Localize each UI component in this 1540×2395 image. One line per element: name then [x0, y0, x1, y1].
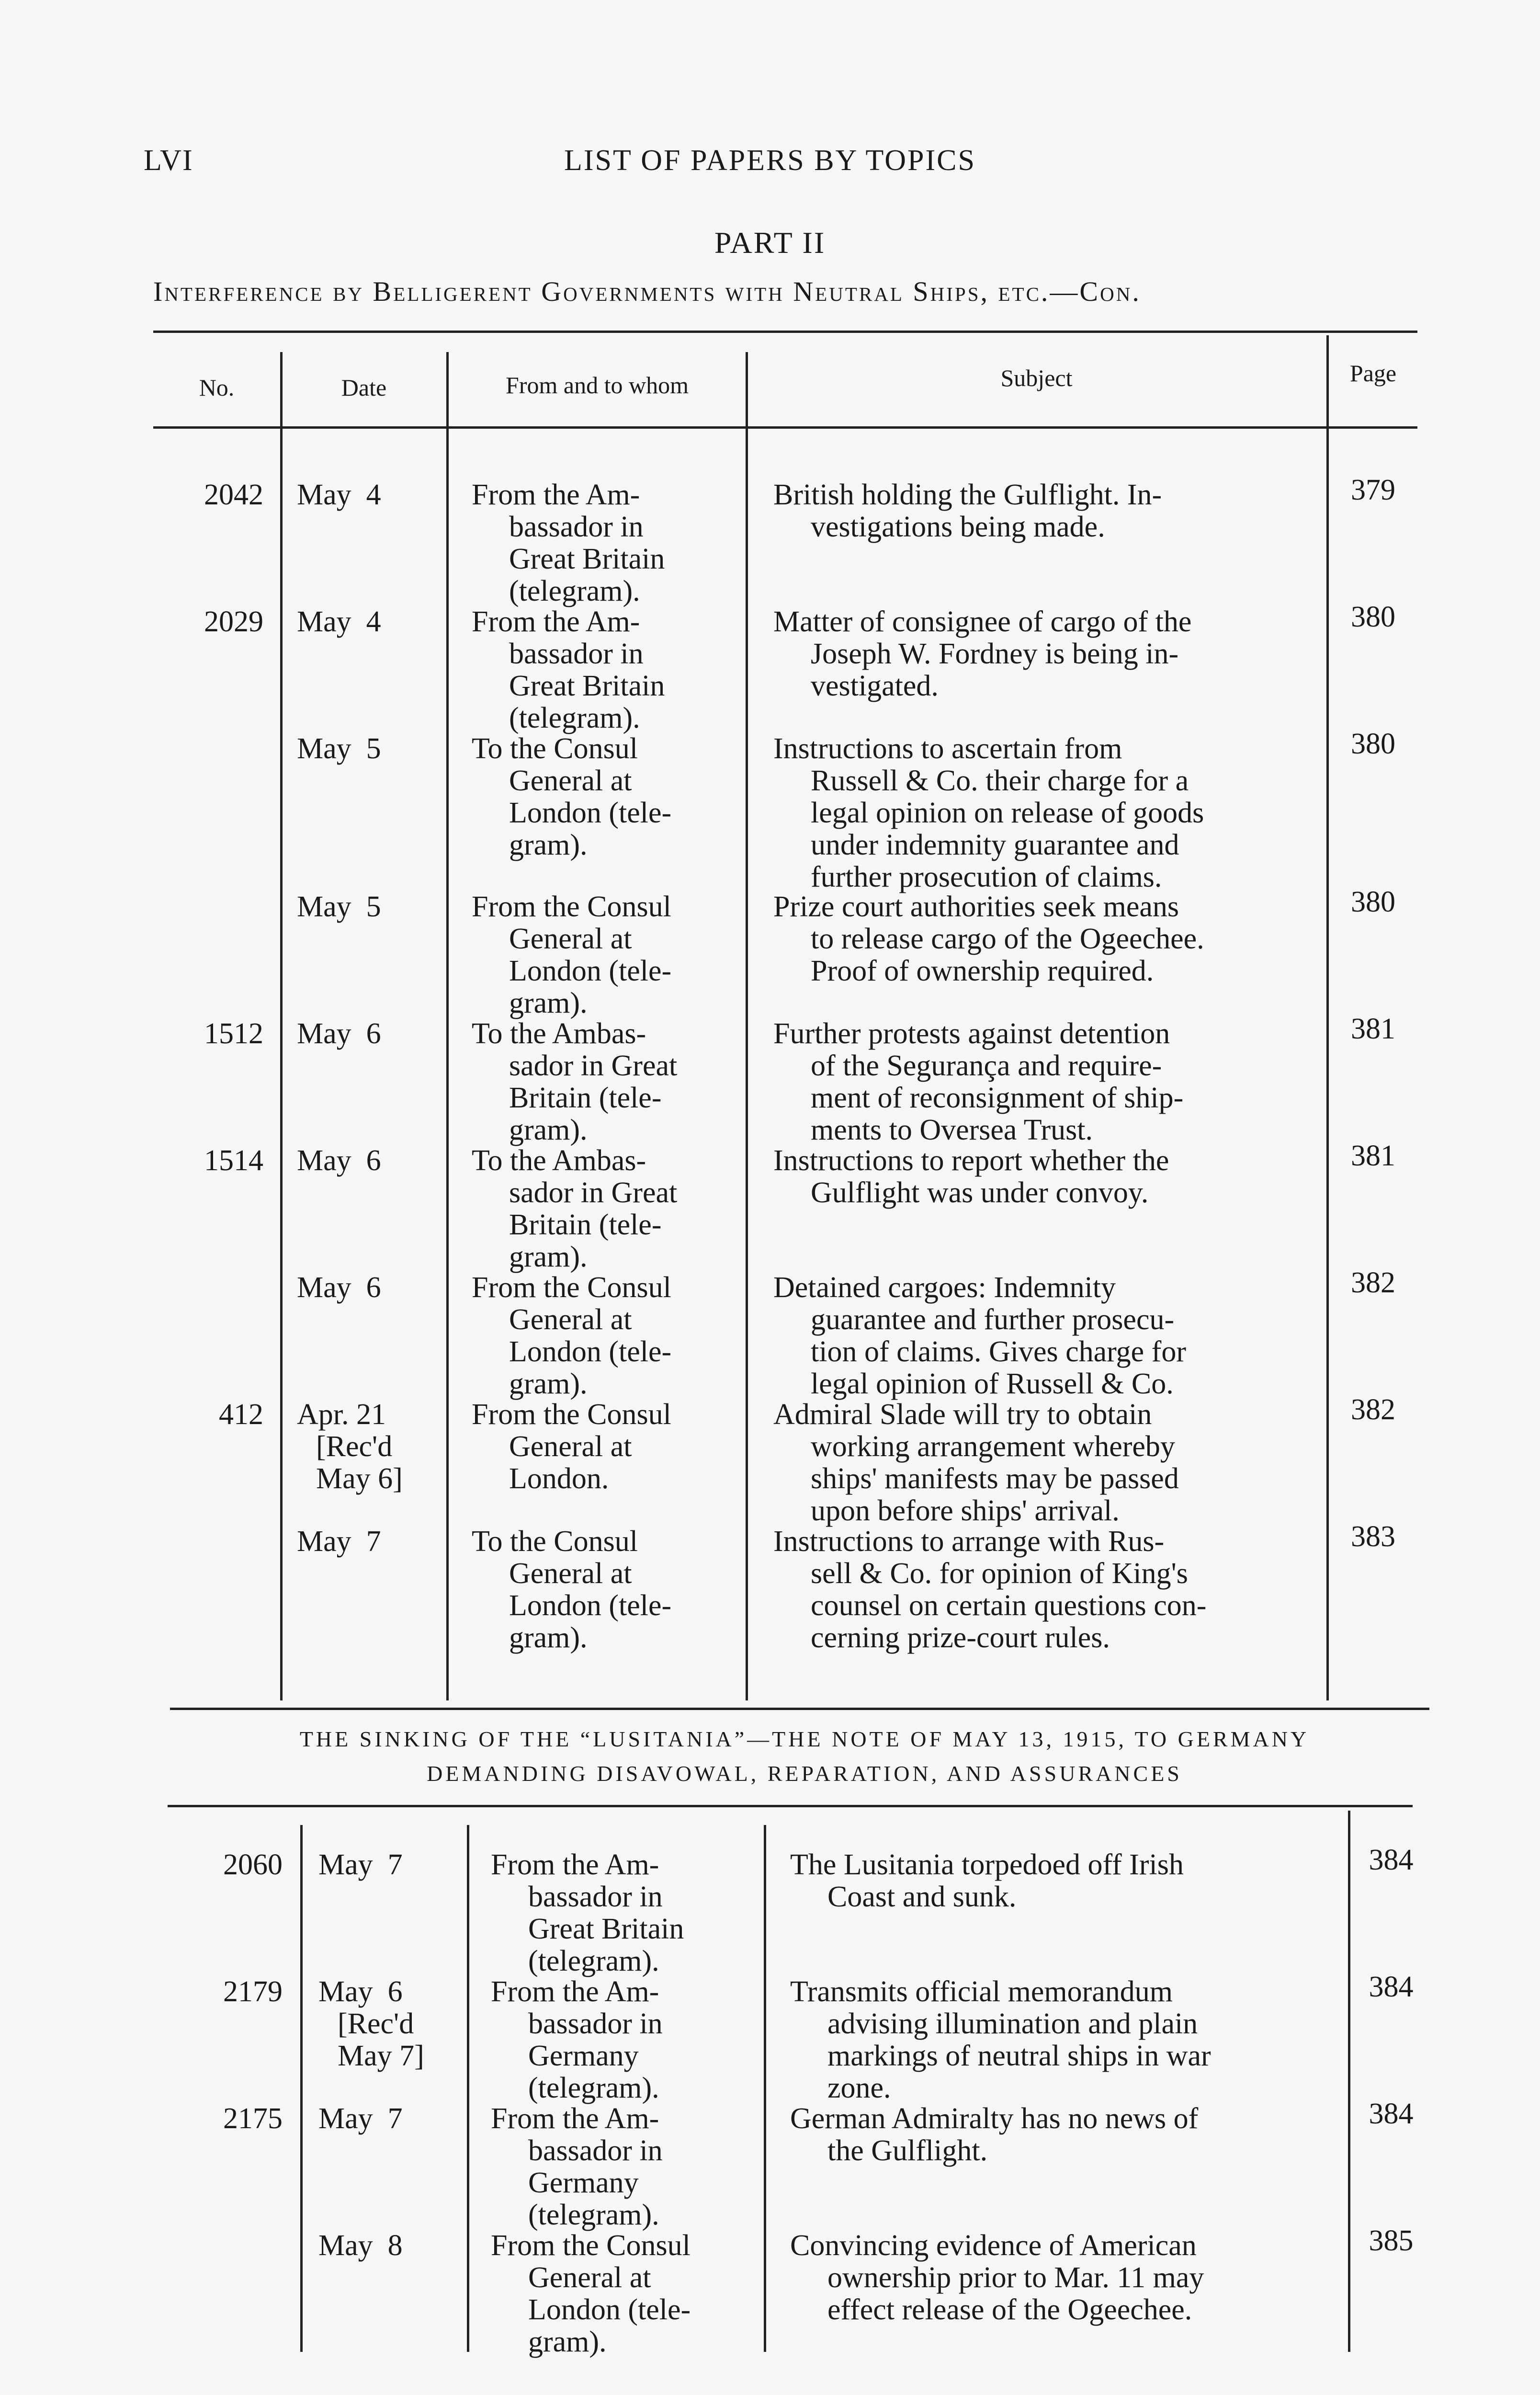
- row-page: 381: [1351, 1013, 1395, 1045]
- subject-line: Proof of ownership required.: [811, 955, 1154, 987]
- row-from-to: [491, 1849, 759, 1977]
- from-line: London (tele-: [509, 955, 672, 987]
- from-line: From the Am-: [472, 479, 640, 511]
- from-line: London.: [509, 1462, 609, 1495]
- column-header-no: No.: [199, 374, 235, 401]
- row-from-to: [472, 1018, 740, 1146]
- subject-line: Instructions to ascertain from: [773, 732, 1122, 765]
- subject-line: Transmits official memorandum: [790, 1975, 1173, 2008]
- row-subject: [773, 891, 1324, 987]
- from-line: gram).: [509, 829, 588, 861]
- row-number: 2060: [223, 1848, 283, 1881]
- row-number: 412: [219, 1398, 263, 1431]
- column-divider: [280, 352, 283, 1700]
- from-line: (telegram).: [528, 1945, 659, 1977]
- column-divider: [746, 352, 748, 1700]
- row-subject: [773, 733, 1324, 893]
- date-line: Apr. 21: [297, 1398, 386, 1431]
- row-from-to: [472, 733, 740, 861]
- date-line: May 8: [318, 2229, 403, 2262]
- row-from-to: [472, 1526, 740, 1654]
- date-line: May 5: [297, 890, 381, 923]
- row-page: 380: [1351, 886, 1395, 918]
- from-line: General at: [509, 1557, 632, 1590]
- section2-title: [163, 1722, 1446, 1791]
- subject-line: Russell & Co. their charge for a: [811, 764, 1189, 797]
- from-line: bassador in: [528, 2134, 663, 2167]
- subject-line: Prize court authorities seek means: [773, 890, 1179, 923]
- from-line: (telegram).: [509, 575, 640, 607]
- date-line: May 4: [297, 605, 381, 638]
- row-date: [318, 1976, 462, 2072]
- row-number: 1514: [204, 1144, 263, 1177]
- column-divider: [1348, 1811, 1350, 2352]
- from-line: gram).: [509, 1241, 588, 1273]
- subject-line: Convincing evidence of American: [790, 2229, 1197, 2262]
- row-date: [297, 1145, 441, 1177]
- subject-line: legal opinion on release of goods: [811, 797, 1204, 829]
- from-line: From the Consul: [491, 2229, 691, 2262]
- subject-line: working arrangement whereby: [811, 1430, 1175, 1463]
- date-line: May 4: [297, 479, 381, 511]
- subject-line: zone.: [827, 2072, 891, 2104]
- from-line: (telegram).: [528, 2199, 659, 2231]
- row-subject: [790, 1849, 1341, 1913]
- subject-line: ments to Oversea Trust.: [811, 1114, 1093, 1146]
- from-line: From the Consul: [472, 890, 671, 923]
- from-line: To the Consul: [472, 1525, 638, 1558]
- row-from-to: [472, 479, 740, 607]
- from-line: bassador in: [509, 638, 644, 670]
- from-line: From the Am-: [491, 1848, 659, 1881]
- from-line: London (tele-: [509, 1335, 672, 1368]
- from-line: bassador in: [528, 1881, 663, 1913]
- row-subject: [773, 606, 1324, 702]
- row-from-to: [472, 1145, 740, 1273]
- section-title: Interference by Belligerent Governments with Neutral Ships, etc.—Con.: [153, 276, 1141, 307]
- from-line: From the Consul: [472, 1271, 671, 1304]
- row-page: 382: [1351, 1393, 1395, 1426]
- subject-line: guarantee and further prosecu-: [811, 1303, 1175, 1336]
- row-page: 380: [1351, 601, 1395, 633]
- from-line: To the Ambas-: [472, 1144, 646, 1177]
- row-date: [297, 1018, 441, 1050]
- date-line: May 7: [318, 2102, 403, 2135]
- subject-line: sell & Co. for opinion of King's: [811, 1557, 1188, 1590]
- section2-top-rule: [168, 1805, 1413, 1807]
- row-from-to: [472, 606, 740, 734]
- subject-line: effect release of the Ogeechee.: [827, 2293, 1192, 2326]
- date-line: May 6: [318, 1975, 403, 2008]
- from-line: London (tele-: [509, 797, 672, 829]
- subject-line: Coast and sunk.: [827, 1881, 1017, 1913]
- subject-line: vestigated.: [811, 670, 939, 702]
- row-page: 384: [1369, 2098, 1414, 2130]
- from-line: bassador in: [509, 511, 644, 543]
- subject-line: legal opinion of Russell & Co.: [811, 1368, 1174, 1400]
- subject-line: under indemnity guarantee and: [811, 829, 1179, 861]
- from-line: Great Britain: [509, 670, 665, 702]
- from-line: Britain (tele-: [509, 1209, 662, 1241]
- row-date: [318, 1849, 462, 1881]
- column-divider: [446, 352, 449, 1700]
- table-bottom-rule: [170, 1708, 1429, 1710]
- from-line: gram).: [509, 987, 588, 1019]
- subject-line: cerning prize-court rules.: [811, 1621, 1110, 1654]
- column-divider: [467, 1825, 469, 2352]
- from-line: From the Am-: [472, 605, 640, 638]
- running-title: LIST OF PAPERS BY TOPICS: [564, 144, 976, 177]
- date-line: [Rec'd: [338, 2007, 414, 2040]
- page-number: LVI: [144, 144, 193, 177]
- row-from-to: [472, 1399, 740, 1495]
- from-line: (telegram).: [509, 702, 640, 734]
- date-line: May 6: [297, 1017, 381, 1050]
- table-top-rule: [153, 331, 1417, 333]
- subject-line: Instructions to arrange with Rus-: [773, 1525, 1165, 1558]
- subject-line: tion of claims. Gives charge for: [811, 1335, 1186, 1368]
- row-page: 385: [1369, 2224, 1414, 2257]
- row-subject: [773, 1018, 1324, 1146]
- from-line: From the Consul: [472, 1398, 671, 1431]
- row-date: [297, 479, 441, 511]
- subject-line: Detained cargoes: Indemnity: [773, 1271, 1116, 1304]
- from-line: General at: [528, 2261, 651, 2294]
- date-line: May 6: [297, 1144, 381, 1177]
- row-number: 1512: [204, 1017, 263, 1050]
- row-number: 2042: [204, 479, 263, 511]
- from-line: sador in Great: [509, 1049, 678, 1082]
- row-date: [297, 1272, 441, 1304]
- subject-line: Admiral Slade will try to obtain: [773, 1398, 1152, 1431]
- from-line: gram).: [509, 1114, 588, 1146]
- row-subject: [790, 2103, 1341, 2167]
- subject-line: The Lusitania torpedoed off Irish: [790, 1848, 1184, 1881]
- section2-title-line2: DEMANDING DISAVOWAL, REPARATION, AND ASSURANCES: [427, 1761, 1182, 1786]
- row-date: [297, 733, 441, 765]
- date-line: May 7: [318, 1848, 403, 1881]
- row-date: [297, 1399, 441, 1495]
- row-from-to: [491, 1976, 759, 2104]
- row-subject: [773, 1145, 1324, 1209]
- row-date: [297, 891, 441, 923]
- date-line: May 6: [297, 1271, 381, 1304]
- column-header-from: From and to whom: [506, 372, 689, 399]
- row-subject: [773, 1272, 1324, 1400]
- from-line: (telegram).: [528, 2072, 659, 2104]
- part-title: PART II: [714, 226, 826, 260]
- subject-line: to release cargo of the Ogeechee.: [811, 923, 1204, 955]
- row-subject: [773, 479, 1324, 543]
- row-date: [318, 2230, 462, 2262]
- from-line: Great Britain: [509, 543, 665, 575]
- subject-line: vestigations being made.: [811, 511, 1105, 543]
- from-line: Great Britain: [528, 1913, 684, 1945]
- section2-title-line1: THE SINKING OF THE “LUSITANIA”—THE NOTE OF MAY 13, 1915, TO GERMANY: [299, 1727, 1310, 1751]
- from-line: gram).: [509, 1621, 588, 1654]
- from-line: gram).: [528, 2326, 607, 2358]
- column-header-date: Date: [341, 374, 387, 401]
- from-line: Germany: [528, 2040, 639, 2072]
- row-page: 381: [1351, 1140, 1395, 1172]
- row-page: 383: [1351, 1520, 1395, 1553]
- subject-line: ment of reconsignment of ship-: [811, 1082, 1184, 1114]
- row-date: [297, 606, 441, 638]
- subject-line: ownership prior to Mar. 11 may: [827, 2261, 1204, 2294]
- from-line: London (tele-: [509, 1589, 672, 1622]
- row-page: 384: [1369, 1844, 1414, 1876]
- subject-line: advising illumination and plain: [827, 2007, 1198, 2040]
- subject-line: Further protests against detention: [773, 1017, 1170, 1050]
- from-line: London (tele-: [528, 2293, 691, 2326]
- from-line: From the Am-: [491, 1975, 659, 2008]
- row-subject: [790, 1976, 1341, 2104]
- column-divider: [764, 1825, 766, 2352]
- date-line: May 7]: [338, 2040, 424, 2072]
- row-subject: [773, 1526, 1324, 1654]
- column-header-page: Page: [1349, 360, 1397, 387]
- row-subject: [790, 2230, 1341, 2326]
- date-line: [Rec'd: [316, 1430, 393, 1463]
- from-line: Germany: [528, 2167, 639, 2199]
- row-from-to: [472, 1272, 740, 1400]
- header-bottom-rule: [153, 426, 1417, 429]
- from-line: To the Consul: [472, 732, 638, 765]
- from-line: gram).: [509, 1368, 588, 1400]
- subject-line: Instructions to report whether the: [773, 1144, 1169, 1177]
- from-line: General at: [509, 764, 632, 797]
- from-line: General at: [509, 1430, 632, 1463]
- subject-line: Joseph W. Fordney is being in-: [811, 638, 1179, 670]
- from-line: sador in Great: [509, 1176, 678, 1209]
- from-line: bassador in: [528, 2007, 663, 2040]
- from-line: Britain (tele-: [509, 1082, 662, 1114]
- row-number: 2179: [223, 1975, 283, 2008]
- row-subject: [773, 1399, 1324, 1527]
- column-divider: [1326, 335, 1329, 1700]
- row-date: [297, 1526, 441, 1558]
- date-line: May 6]: [316, 1462, 403, 1495]
- subject-line: British holding the Gulflight. In-: [773, 479, 1162, 511]
- from-line: To the Ambas-: [472, 1017, 646, 1050]
- row-number: 2175: [223, 2102, 283, 2135]
- subject-line: Gulflight was under convoy.: [811, 1176, 1149, 1209]
- row-from-to: [472, 891, 740, 1019]
- subject-line: the Gulflight.: [827, 2134, 988, 2167]
- subject-line: Matter of consignee of cargo of the: [773, 605, 1192, 638]
- row-from-to: [491, 2103, 759, 2231]
- subject-line: counsel on certain questions con-: [811, 1589, 1207, 1622]
- from-line: From the Am-: [491, 2102, 659, 2135]
- column-header-subject: Subject: [1000, 365, 1073, 391]
- row-number: 2029: [204, 605, 263, 638]
- row-date: [318, 2103, 462, 2135]
- subject-line: ships' manifests may be passed: [811, 1462, 1179, 1495]
- subject-line: further prosecution of claims.: [811, 861, 1162, 893]
- subject-line: markings of neutral ships in war: [827, 2040, 1211, 2072]
- date-line: May 7: [297, 1525, 381, 1558]
- from-line: General at: [509, 923, 632, 955]
- subject-line: upon before ships' arrival.: [811, 1494, 1120, 1527]
- row-page: 382: [1351, 1266, 1395, 1299]
- column-divider: [300, 1825, 303, 2352]
- subject-line: of the Segurança and require-: [811, 1049, 1162, 1082]
- subject-line: German Admiralty has no news of: [790, 2102, 1199, 2135]
- row-page: 384: [1369, 1971, 1414, 2003]
- from-line: General at: [509, 1303, 632, 1336]
- row-page: 380: [1351, 728, 1395, 760]
- row-page: 379: [1351, 474, 1395, 506]
- row-from-to: [491, 2230, 759, 2358]
- date-line: May 5: [297, 732, 381, 765]
